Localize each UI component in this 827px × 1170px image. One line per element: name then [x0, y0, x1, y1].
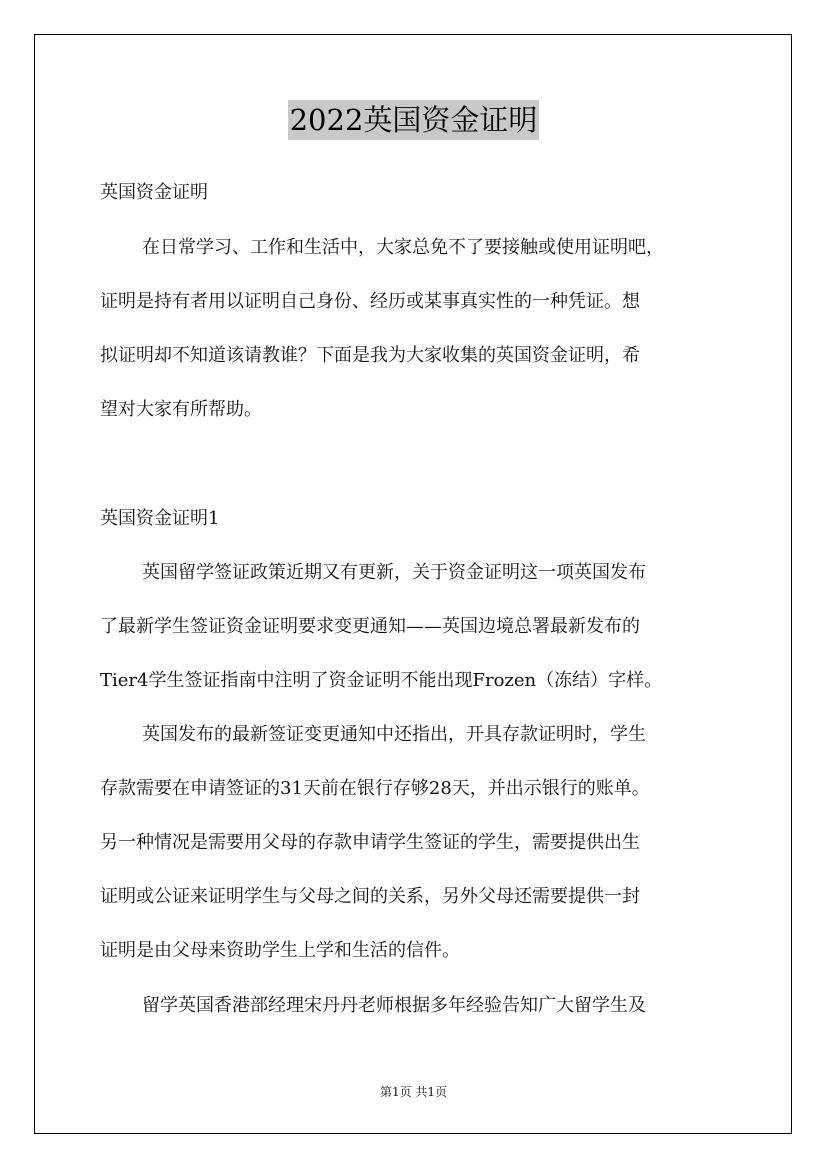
paragraph-line: 望对大家有所帮助。	[100, 399, 262, 420]
page-footer: 第1页 共1页	[379, 1085, 448, 1099]
paragraph-line: 留学英国香港部经理宋丹丹老师根据多年经验告知广大留学生及	[142, 995, 646, 1016]
paragraph-line: 证明或公证来证明学生与父母之间的关系，另外父母还需要提供一封	[100, 886, 640, 907]
paragraph-line: Tier4学生签证指南中注明了资金证明不能出现Frozen（冻结）字样。	[100, 670, 663, 691]
paragraph-line: 证明是持有者用以证明自己身份、经历或某事真实性的一种凭证。想	[100, 291, 640, 312]
document-title: 2022英国资金证明	[288, 100, 540, 140]
paragraph-line: 存款需要在申请签证的31天前在银行存够28天，并出示银行的账单。	[100, 778, 650, 799]
paragraph-line: 了最新学生签证资金证明要求变更通知——英国边境总署最新发布的	[100, 616, 640, 637]
section-heading: 英国资金证明1	[100, 508, 220, 529]
paragraph-line: 在日常学习、工作和生活中，大家总免不了要接触或使用证明吧，	[142, 237, 664, 258]
paragraph-line: 证明是由父母来资助学生上学和生活的信件。	[100, 940, 460, 961]
section-heading: 英国资金证明	[100, 182, 208, 203]
paragraph-line: 另一种情况是需要用父母的存款申请学生签证的学生，需要提供出生	[100, 832, 640, 853]
paragraph-line: 拟证明却不知道该请教谁？下面是我为大家收集的英国资金证明，希	[100, 345, 640, 366]
paragraph-line: 英国留学签证政策近期又有更新，关于资金证明这一项英国发布	[142, 562, 646, 583]
paragraph-line: 英国发布的最新签证变更通知中还指出，开具存款证明时，学生	[142, 724, 646, 745]
